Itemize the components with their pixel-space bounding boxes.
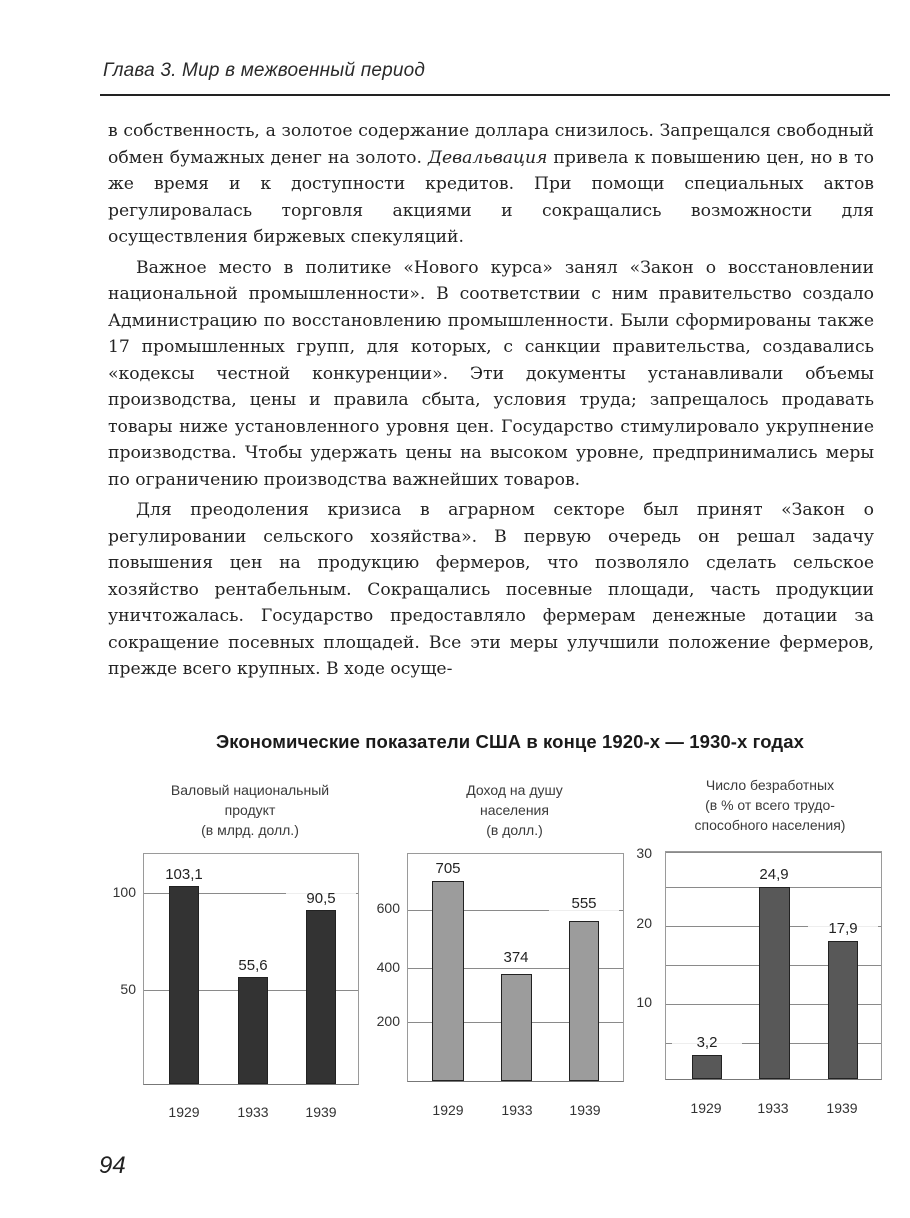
- page-number: 94: [99, 1152, 126, 1179]
- bar-1929: [169, 886, 199, 1084]
- bar-1933: [759, 887, 790, 1079]
- value-label: 3,2: [672, 1034, 742, 1051]
- paragraph-3: Для преодоления кризиса в аграрном секторе был принят «Закон о регулировании сельского хозяйства». В первую очередь он решал задачу повышения цен на продукцию фермеров, что позволяло сделать сельское хозяйство рентабельным. Сокращались посевные площади, часть продукции уничтожалась. Государство предоставляло фермерам денежные дотации за сокращение посевных площадей. Все эти меры улучшили положение фермеров, прежде всего крупных. В ходе осуще-: [108, 500, 874, 679]
- bar-1939: [828, 941, 858, 1079]
- x-tick: 1933: [237, 1104, 269, 1120]
- x-tick: 1933: [501, 1102, 533, 1118]
- y-tick: 600: [376, 900, 400, 916]
- y-tick: 10: [636, 994, 652, 1010]
- x-tick: 1933: [757, 1100, 789, 1116]
- bar-1929: [432, 881, 464, 1081]
- running-head: Глава 3. Мир в межвоенный период: [103, 60, 426, 81]
- y-tick: 200: [376, 1013, 400, 1029]
- chart-gnp-plot: [143, 853, 359, 1085]
- caption-line: (в млрд. долл.): [201, 822, 299, 838]
- caption-line: Доход на душу: [466, 782, 563, 798]
- chart-income-caption: [407, 780, 622, 840]
- body-text: [108, 118, 874, 683]
- chart-unemployment-caption: [660, 775, 880, 835]
- chart-income-plot: [407, 853, 624, 1082]
- paragraph-1-text-b: привела к повышению цен, но в то же время и к доступности кредитов. При помощи специальных актов регулировалась торговля акциями и сокращались возможности для осуществления биржевых спекуляций.: [108, 147, 874, 247]
- gridline: [666, 852, 881, 853]
- x-tick: 1929: [690, 1100, 722, 1116]
- bar-1939: [306, 910, 336, 1084]
- header-rule: [100, 94, 890, 96]
- chart-gnp-caption: [143, 780, 357, 840]
- y-tick: 100: [112, 884, 136, 900]
- y-tick: 400: [376, 959, 400, 975]
- figure-title: Экономические показатели США в конце 1920-х — 1930-х годах: [215, 731, 805, 752]
- caption-line: (в долл.): [486, 822, 543, 838]
- value-label: 24,9: [739, 866, 809, 883]
- paragraph-1-text-a: в собственность, а золотое содержание доллара снизилось. Запрещался свободный обмен бумажных денег на золото.: [108, 121, 874, 168]
- caption-line: (в % от всего трудо-: [705, 797, 835, 813]
- caption-line: способного населения): [694, 817, 846, 833]
- value-label: 705: [413, 860, 483, 877]
- x-tick: 1929: [168, 1104, 200, 1120]
- value-label: 103,1: [149, 866, 219, 883]
- bar-1939: [569, 921, 599, 1081]
- value-label: 17,9: [808, 920, 878, 937]
- value-label: 555: [549, 895, 619, 912]
- caption-line: продукт: [224, 802, 276, 818]
- x-tick: 1939: [826, 1100, 858, 1116]
- bar-1929: [692, 1055, 722, 1079]
- caption-line: Число безработных: [705, 777, 835, 793]
- bar-1933: [238, 977, 268, 1084]
- value-label: 90,5: [286, 890, 356, 907]
- x-tick: 1939: [305, 1104, 337, 1120]
- y-tick: 30: [636, 845, 652, 861]
- paragraph-2: Важное место в политике «Нового курса» занял «Закон о восстановлении национальной промышленности». В соответствии с ним правительство создало Администрацию по восстановлению промышленности. Были сформированы также 17 промышленных групп, для которых, с санкции правительства, создавались «кодексы честной конкуренции». Эти документы устанавливали объемы производства, цены и правила сбыта, условия труда; запрещалось продавать товары ниже установленного уровня цен. Государство стимулировало укрупнение производства. Чтобы удержать цены на высоком уровне, предпринимались меры по ограничению производства важнейших товаров.: [108, 257, 874, 490]
- bar-1933: [501, 974, 532, 1081]
- value-label: 374: [481, 949, 551, 966]
- x-tick: 1929: [432, 1102, 464, 1118]
- caption-line: Валовый национальный: [170, 782, 330, 798]
- x-tick: 1939: [569, 1102, 601, 1118]
- caption-line: населения: [480, 802, 549, 818]
- chart-unemployment-plot: [665, 851, 882, 1080]
- y-tick: 50: [120, 981, 136, 997]
- term-devaluation: Девальвация: [428, 147, 548, 168]
- paragraph-1: [108, 118, 874, 251]
- value-label: 55,6: [218, 957, 288, 974]
- y-tick: 20: [636, 915, 652, 931]
